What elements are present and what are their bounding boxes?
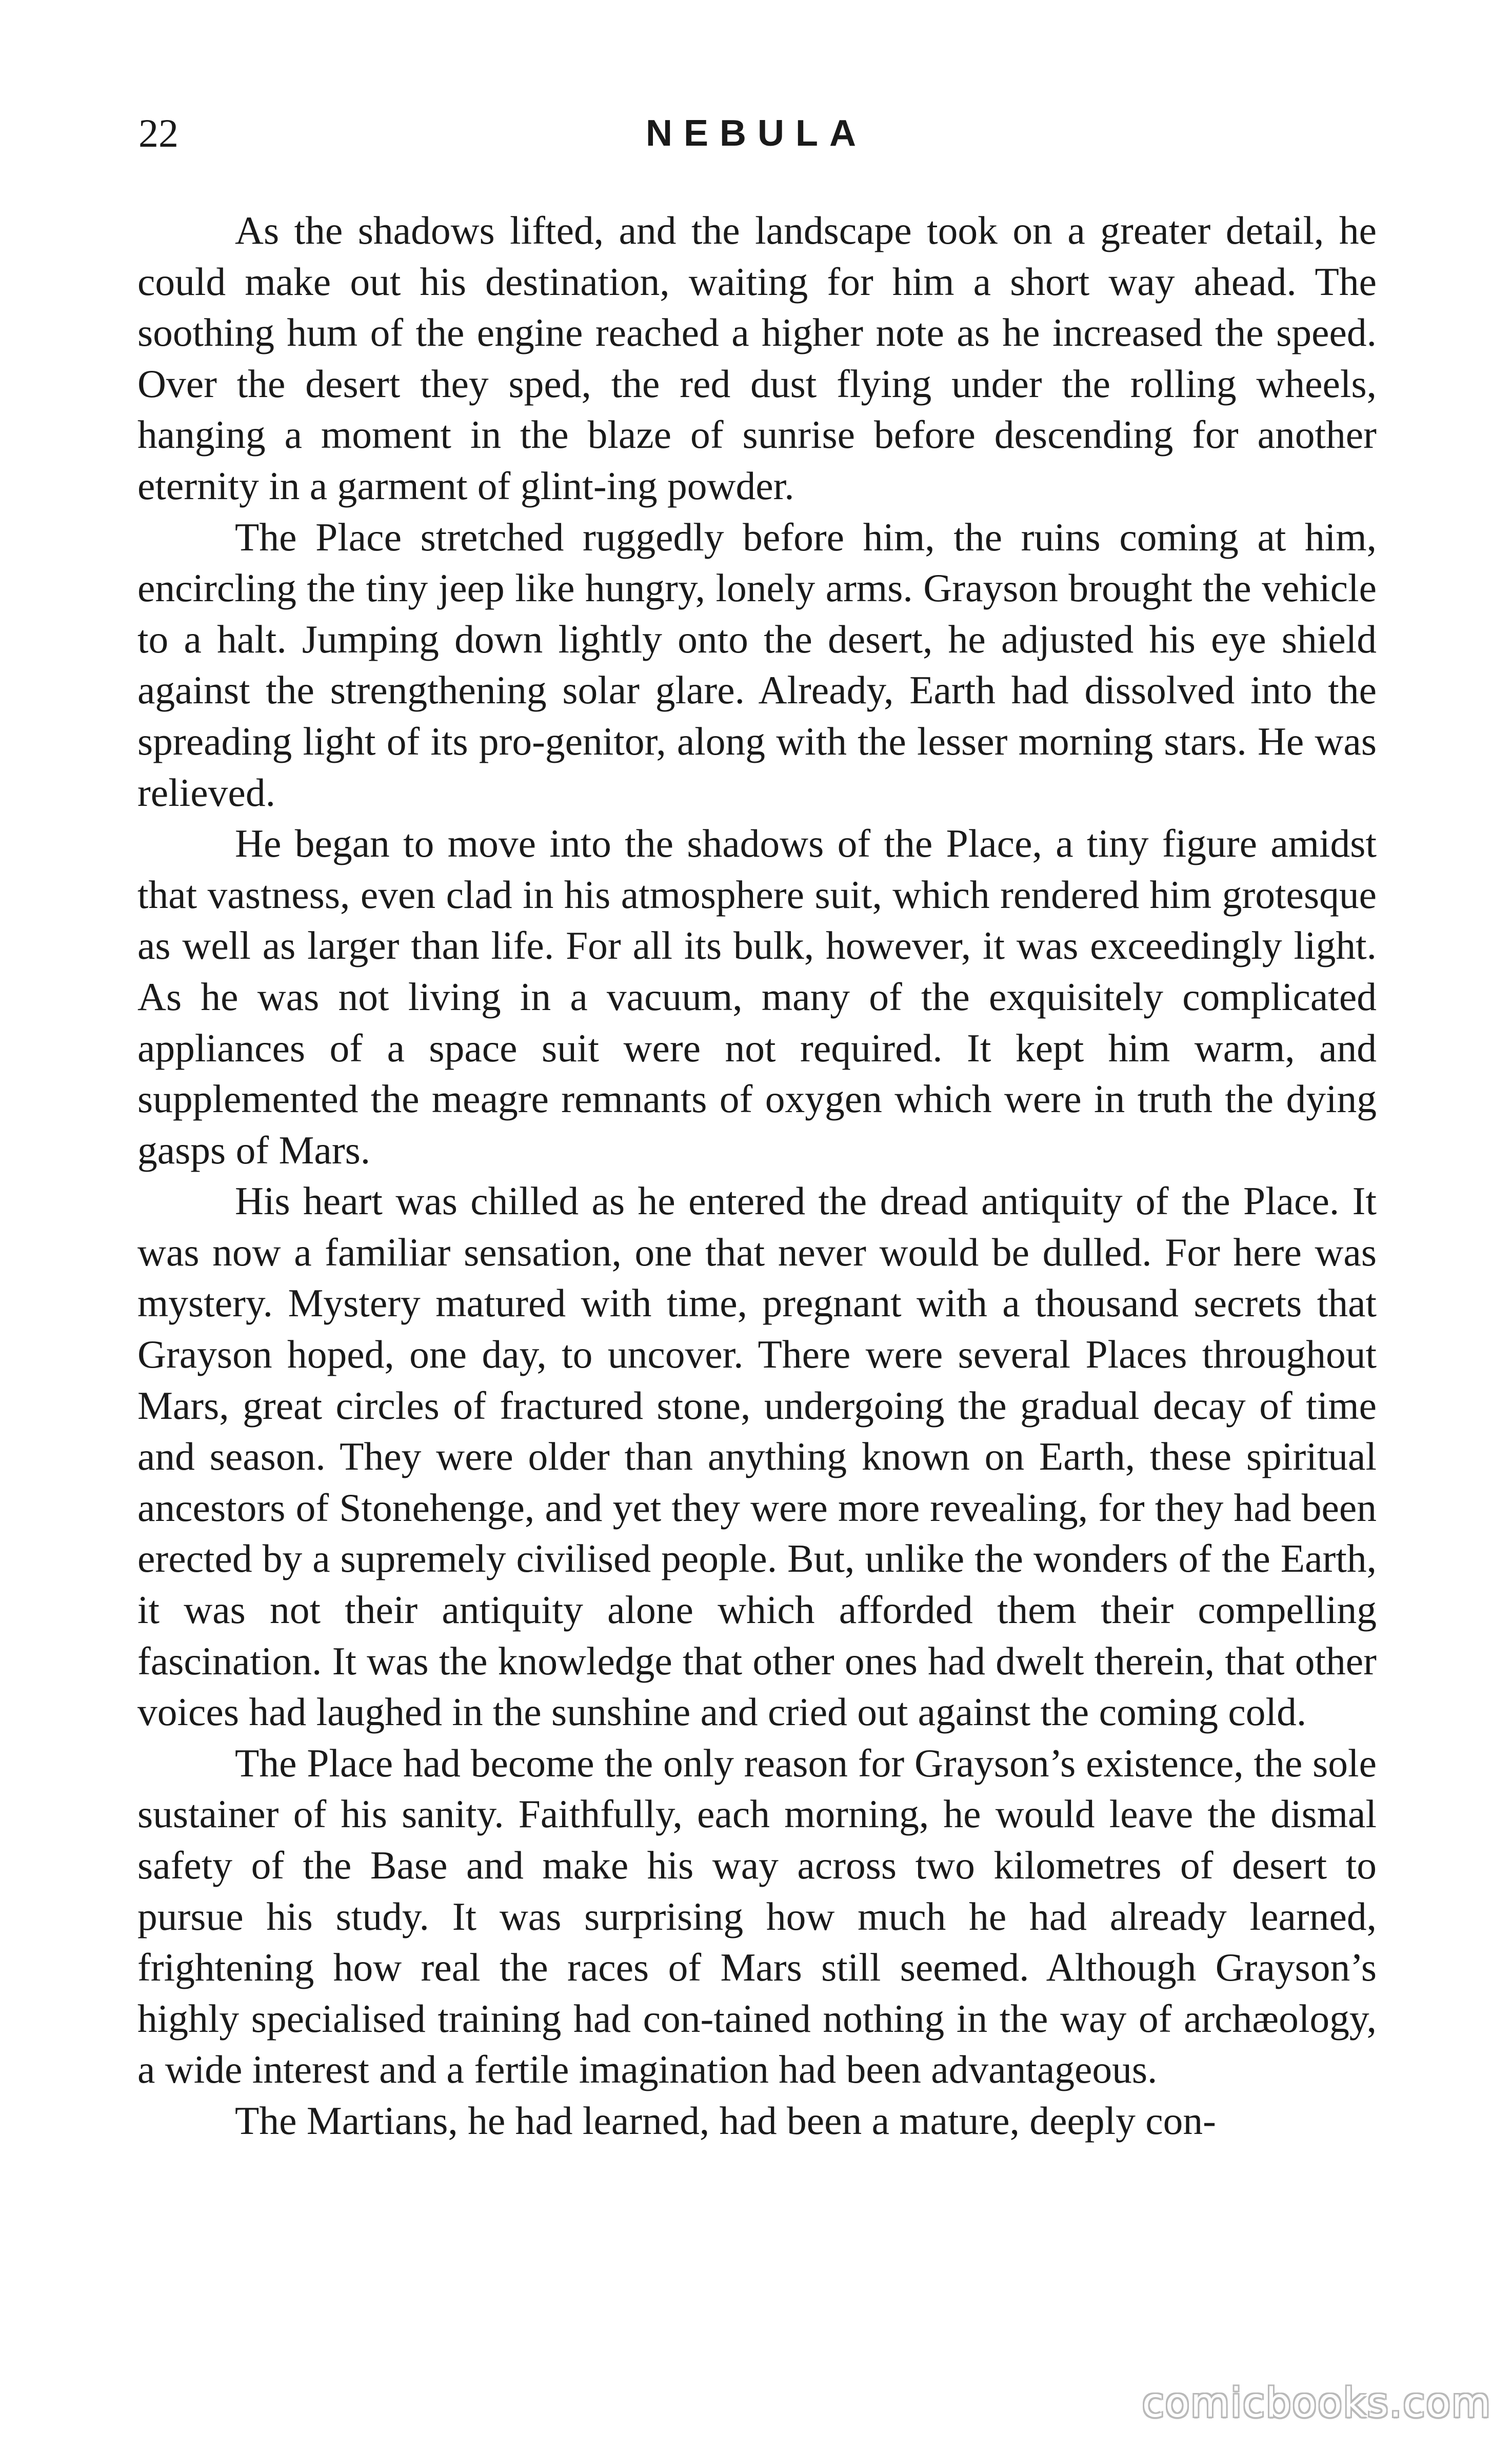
body-text <box>137 205 1377 2147</box>
watermark-logo: comicbooks.com <box>1142 2380 1491 2426</box>
paragraph-2: The Place stretched ruggedly before him, the ruins coming at him, encircling the tiny jeep like hungry, lonely arms. Grayson brought the vehicle to a halt. Jumping down lightly onto the desert, he adjusted his eye shield against the strengthening solar glare. Already, Earth had dissolved into the spreading light of its pro-genitor, along with the lesser morning stars. He was relieved. <box>137 515 1377 815</box>
running-title: NEBULA <box>646 113 867 154</box>
paragraph-1: As the shadows lifted, and the landscape took on a greater detail, he could make out his destination, waiting for him a short way ahead. The soothing hum of the engine reached a higher note as he increased the speed. Over the desert they sped, the red dust flying under the rolling wheels, hanging a moment in the blaze of sunrise before descending for another eternity in a garment of glint-ing powder. <box>137 208 1377 508</box>
paragraph-5: The Place had become the only reason for Grayson’s existence, the sole sustainer of his sanity. Faithfully, each morning, he would leave the dismal safety of the Base and make his way across two kilometres of desert to pursue his study. It was surprising how much he had already learned, frightening how real the races of Mars still seemed. Although Grayson’s highly specialised training had con-tained nothing in the way of archæology, a wide interest and a fertile imagination had been advantageous. <box>137 1740 1377 2092</box>
running-head <box>138 105 1375 162</box>
paragraph-6: The Martians, he had learned, had been a mature, deeply con- <box>235 2098 1216 2143</box>
paragraph-3: He began to move into the shadows of the Place, a tiny figure amidst that vastness, even clad in his atmosphere suit, which rendered him grotesque as well as larger than life. For all its bulk, however, it was exceedingly light. As he was not living in a vacuum, many of the exquisitely complicated appliances of a space suit were not required. It kept him warm, and supplemented the meagre remnants of oxygen which were in truth the dying gasps of Mars. <box>137 821 1377 1172</box>
page-number: 22 <box>138 111 178 155</box>
paragraph-4: His heart was chilled as he entered the dread antiquity of the Place. It was now a familiar sensation, one that never would be dulled. For here was mystery. Mystery matured with time, pregnant with a thousand secrets that Grayson hoped, one day, to uncover. There were several Places throughout Mars, great circles of fractured stone, undergoing the gradual decay of time and season. They were older than anything known on Earth, these spiritual ancestors of Stonehenge, and yet they were more revealing, for they had been erected by a supremely civilised people. But, unlike the wonders of the Earth, it was not their antiquity alone which afforded them their compelling fascination. It was the knowledge that other ones had dwelt therein, that other voices had laughed in the sunshine and cried out against the coming cold. <box>137 1179 1377 1734</box>
